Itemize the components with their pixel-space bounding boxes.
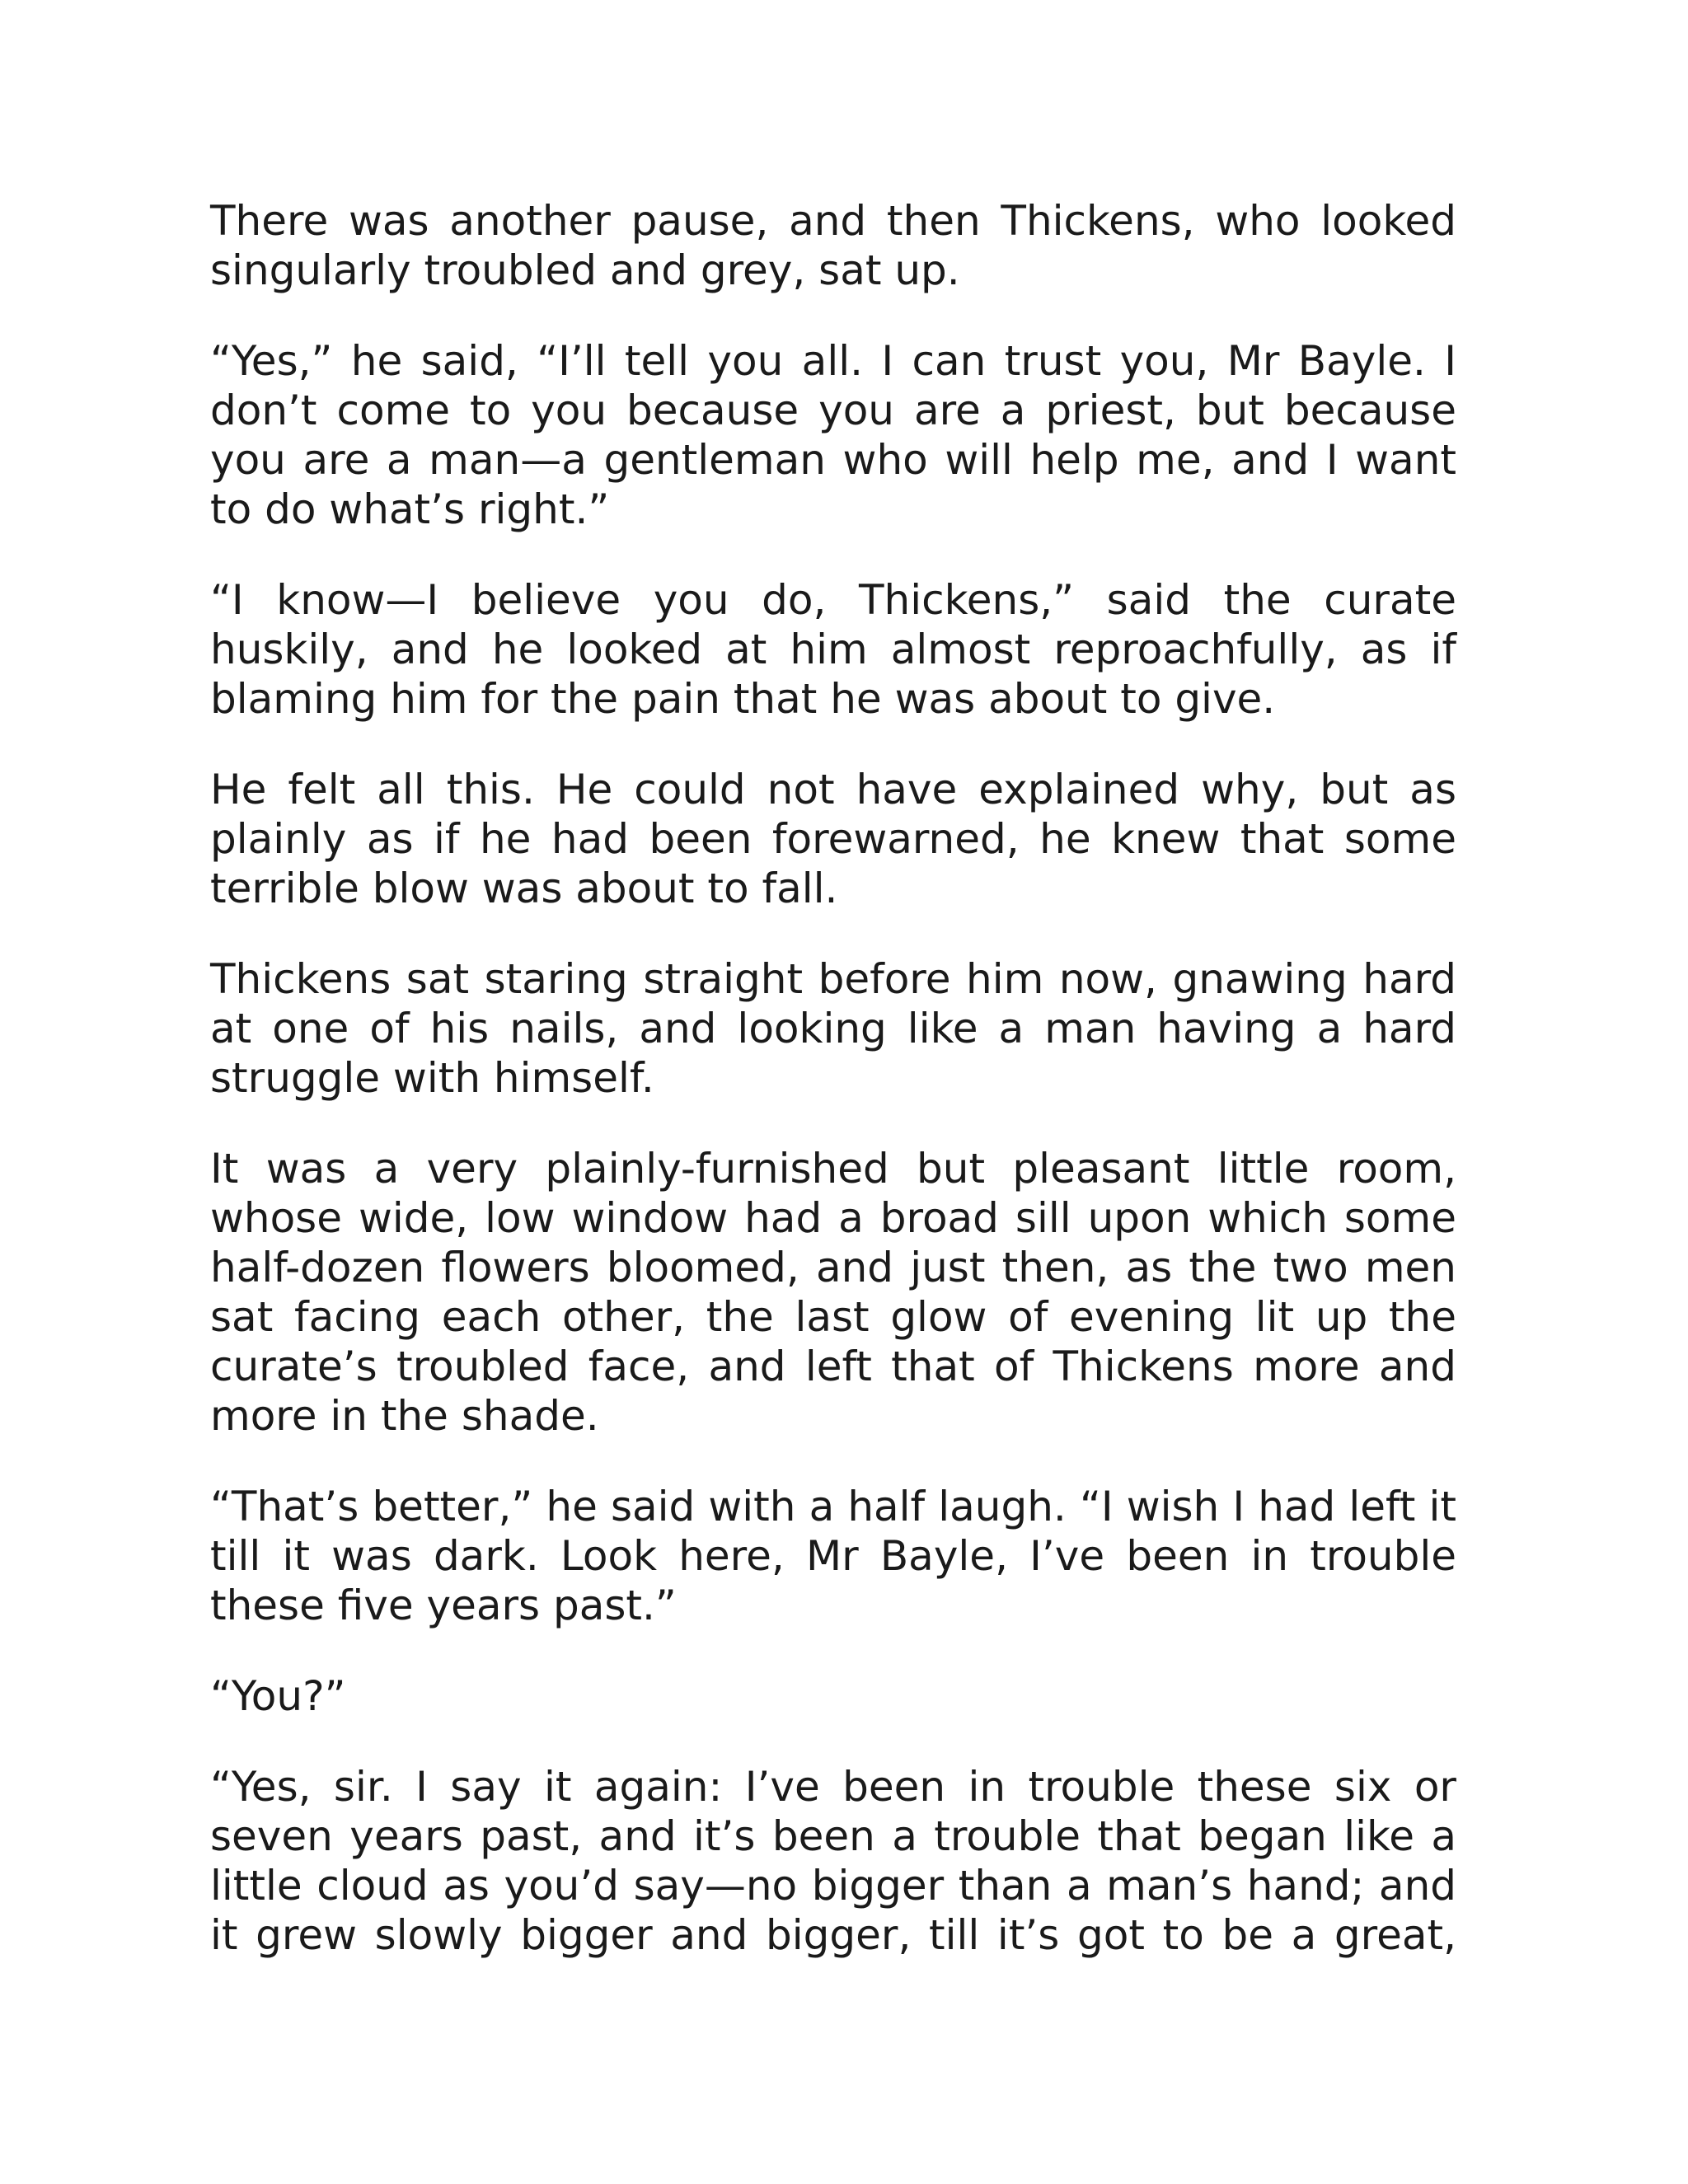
paragraph: “I know—I believe you do, Thickens,” said the curate huskily, and he looked at him almost reproachfully, as if blaming him for the pain that he was about to give. [210, 576, 1456, 723]
paragraph: “Yes, sir. I say it again: I’ve been in trouble these six or seven years past, and it’s been a trouble that began like a little cloud as you’d say—no bigger than a man’s hand; and it grew slowly bigger and bigger, till it’s got to be a great, [210, 1763, 1456, 1959]
paragraph: “You?” [210, 1672, 346, 1720]
paragraph: “That’s better,” he said with a half laugh. “I wish I had left it till it was dark. Look here, Mr Bayle, I’ve been in trouble these five years past.” [210, 1483, 1456, 1629]
paragraph: He felt all this. He could not have explained why, but as plainly as if he had been forewarned, he knew that some terrible blow was about to fall. [210, 766, 1456, 912]
paragraph: There was another pause, and then Thickens, who looked singularly troubled and grey, sat up. [210, 197, 1456, 294]
paragraph: Thickens sat staring straight before him now, gnawing hard at one of his nails, and looking like a man having a hard struggle with himself. [210, 955, 1456, 1102]
page-body [210, 196, 1456, 2001]
paragraph: It was a very plainly-furnished but pleasant little room, whose wide, low window had a broad sill upon which some half-dozen flowers bloomed, and just then, as the two men sat facing each other, the last glow of evening lit up the curate’s troubled face, and left that of Thickens more and more in the shade. [210, 1145, 1456, 1440]
paragraph: “Yes,” he said, “I’ll tell you all. I can trust you, Mr Bayle. I don’t come to you because you are a priest, but because you are a man—a gentleman who will help me, and I want to do what’s right.” [210, 337, 1456, 533]
